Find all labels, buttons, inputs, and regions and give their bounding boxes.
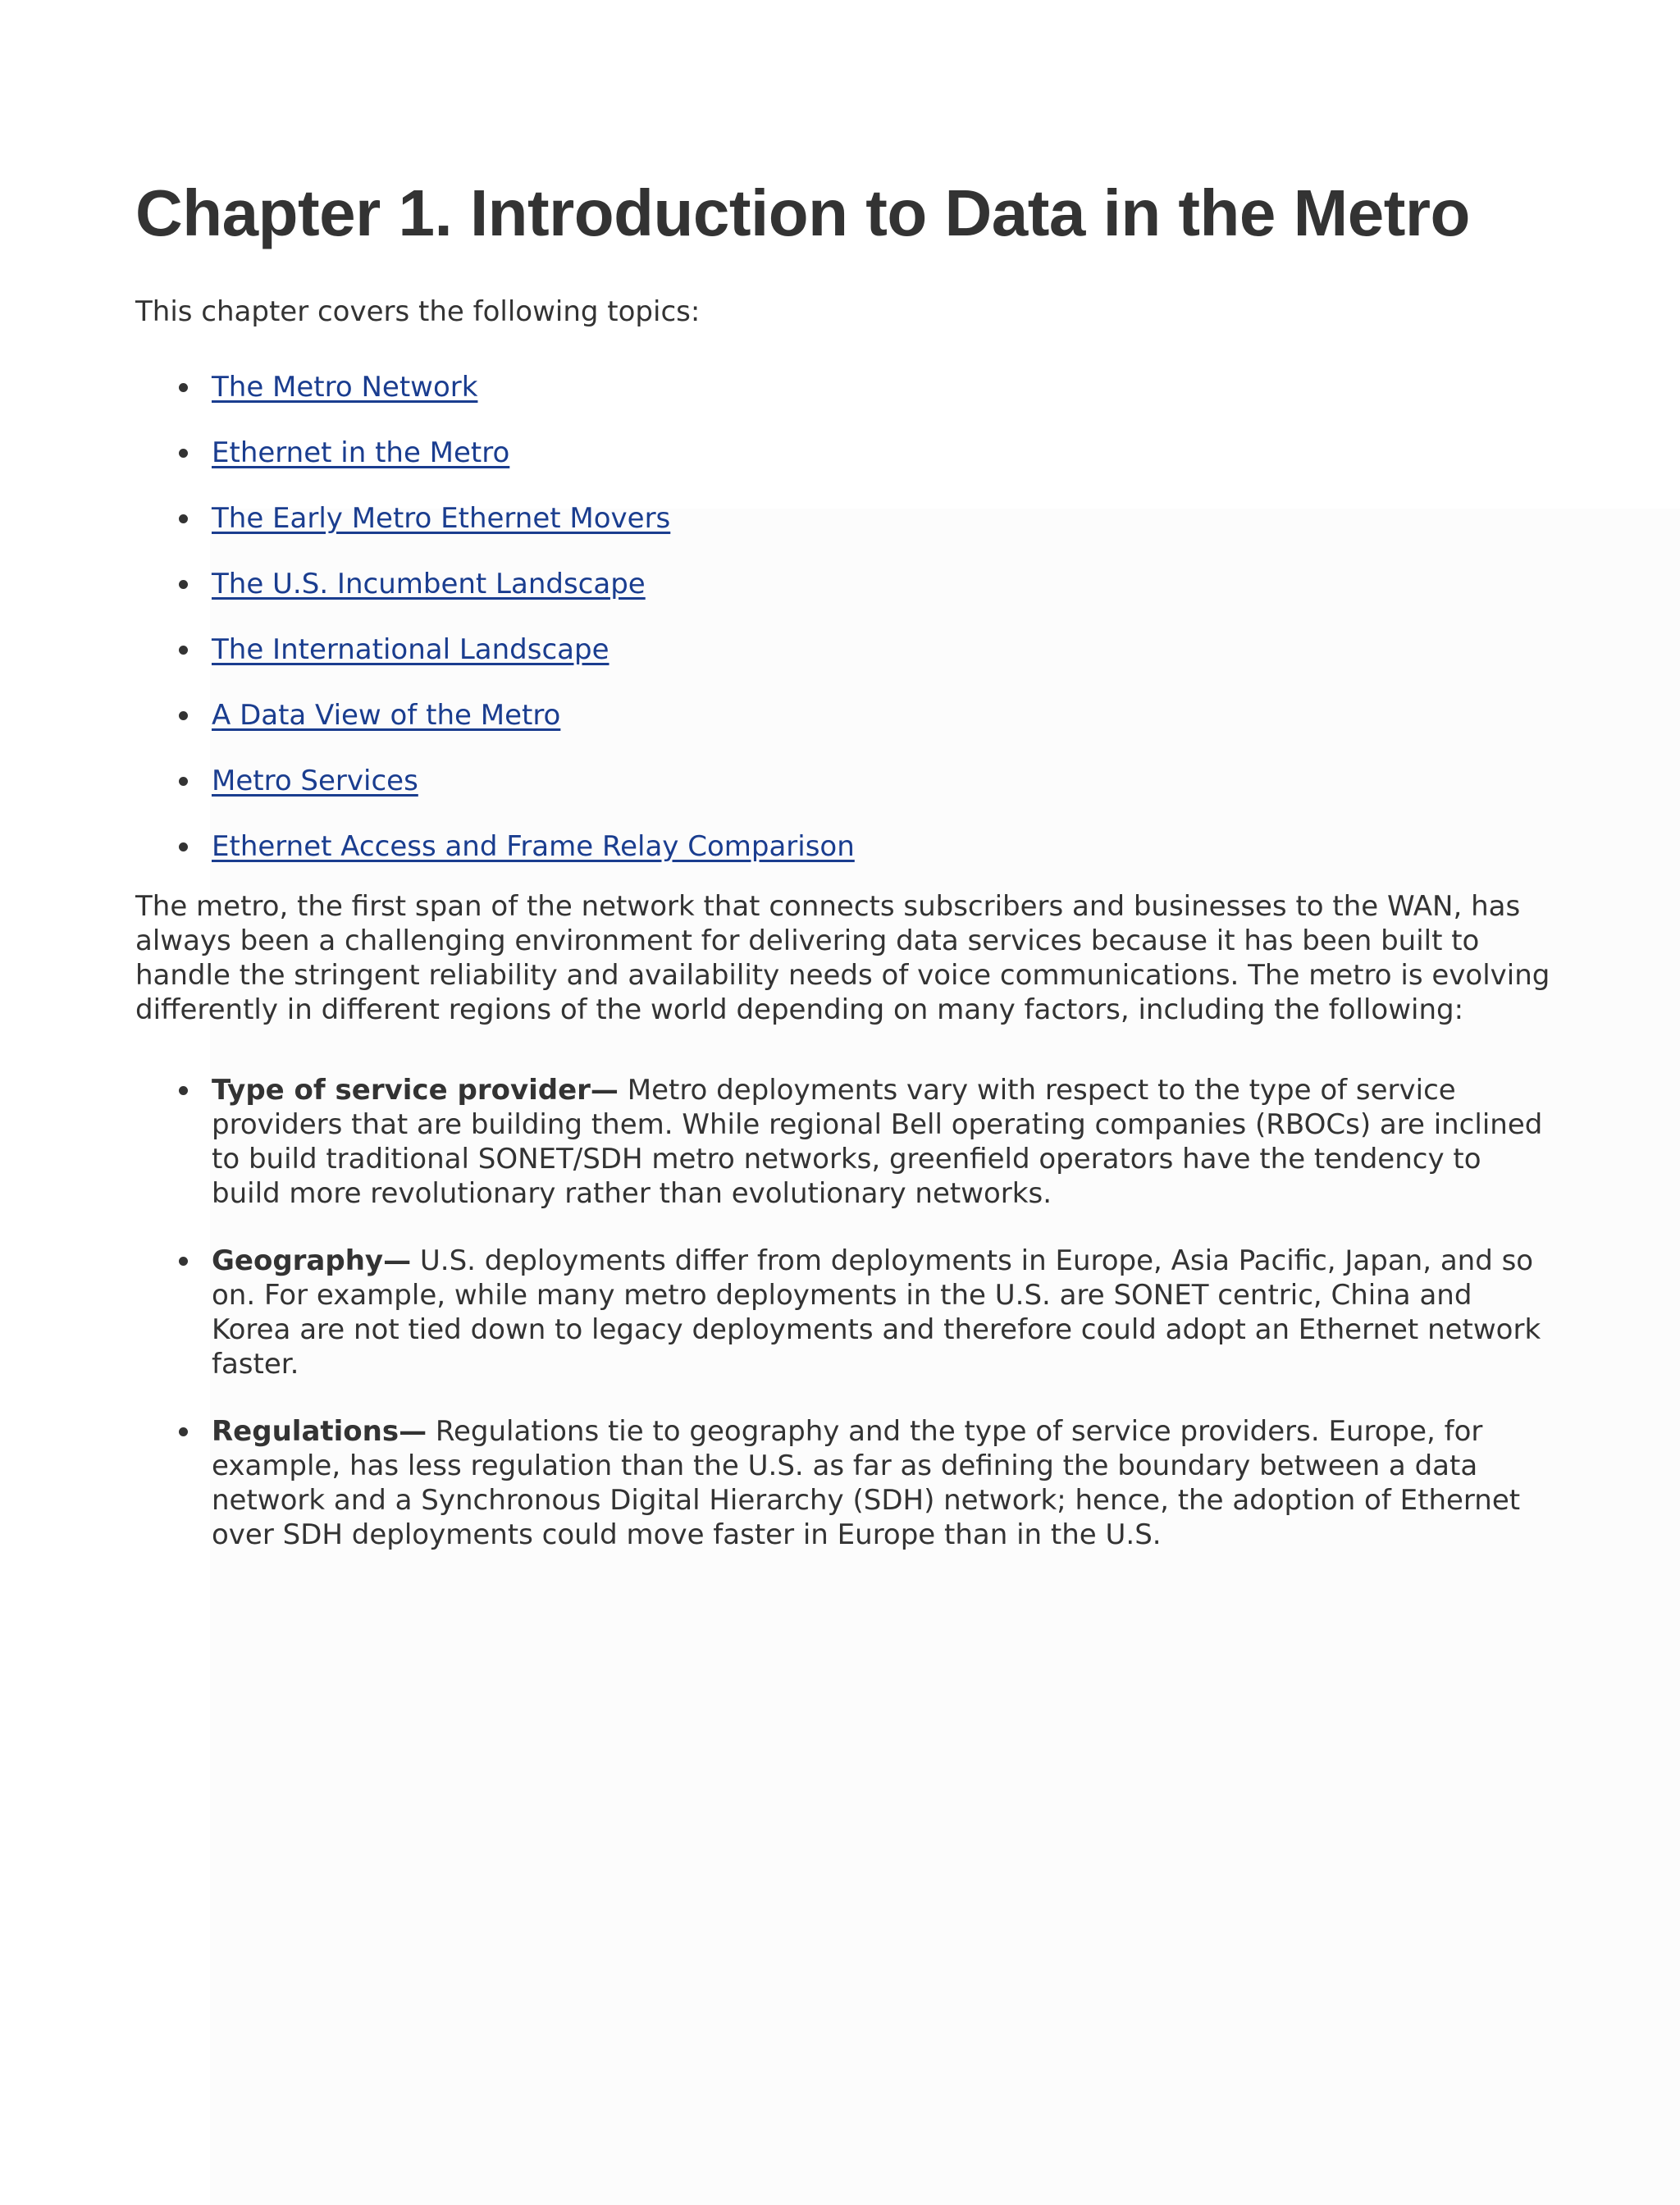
topic-item (135, 566, 1554, 632)
bullet-icon (179, 514, 188, 523)
bullet-icon (179, 646, 188, 655)
topic-item (135, 632, 1554, 697)
topic-link-ethernet-in-metro[interactable]: Ethernet in the Metro (212, 436, 510, 469)
intro-text: This chapter covers the following topics: (135, 295, 701, 328)
factor-text: Metro deployments vary with respect to the type of service providers that are building them. While regional Bell operating companies (RBOCs) are inclined to build traditional SONET/SDH metro networks, greenfield operators have the tendency to build more revolutionary rather than evolutionary networks. (212, 1074, 1543, 1210)
topic-link-international[interactable]: The International Landscape (212, 633, 609, 666)
factors-list (135, 1073, 1554, 1552)
bullet-icon (179, 580, 188, 589)
factor-item (135, 1414, 1554, 1552)
topic-item (135, 763, 1554, 829)
topic-item (135, 500, 1554, 566)
body-paragraph: The metro, the first span of the network that connects subscribers and businesses to the WAN, has always been a challenging environment for delivering data services because it has been built to handle the stringent reliability and availability needs of voice communications. The metro is evolving differently in different regions of the world depending on many factors, including the following: (135, 890, 1550, 1026)
topic-link-data-view[interactable]: A Data View of the Metro (212, 699, 561, 732)
topic-item (135, 369, 1554, 435)
factor-text: Regulations tie to geography and the type of service providers. Europe, for example, has less regulation than the U.S. as far as defining the boundary between a data network and a Synchronous Digital Hierarchy (SDH) network; hence, the adoption of Ethernet over SDH deployments could move faster in Europe than in the U.S. (212, 1415, 1521, 1551)
topic-item (135, 435, 1554, 500)
bullet-icon (179, 777, 188, 786)
topic-item (135, 829, 1554, 894)
topic-item (135, 697, 1554, 763)
bullet-icon (179, 711, 188, 720)
factor-term: Regulations— (212, 1415, 427, 1448)
factor-text: U.S. deployments differ from deployments in Europe, Asia Pacific, Japan, and so on. For example, while many metro deployments in the U.S. are SONET centric, China and Korea are not tied down to legacy deployments and therefore could adopt an Ethernet network faster. (212, 1244, 1541, 1381)
bullet-icon (179, 449, 188, 458)
topic-link-frame-relay-comparison[interactable]: Ethernet Access and Frame Relay Comparison (212, 830, 855, 863)
factor-term: Type of service provider— (212, 1074, 619, 1107)
factor-item (135, 1073, 1554, 1211)
factor-term: Geography— (212, 1244, 412, 1277)
factor-item (135, 1244, 1554, 1381)
topic-link-metro-network[interactable]: The Metro Network (212, 371, 478, 404)
page-content (135, 172, 1554, 1585)
topic-link-metro-services[interactable]: Metro Services (212, 765, 418, 797)
bullet-icon (179, 1427, 188, 1436)
topic-link-us-incumbent[interactable]: The U.S. Incumbent Landscape (212, 568, 646, 600)
bullet-icon (179, 383, 188, 392)
topics-list (135, 369, 1554, 894)
chapter-title: Chapter 1. Introduction to Data in the Metro (135, 176, 1470, 249)
bullet-icon (179, 1086, 188, 1095)
bullet-icon (179, 842, 188, 851)
bullet-icon (179, 1257, 188, 1266)
topic-link-early-movers[interactable]: The Early Metro Ethernet Movers (212, 502, 671, 535)
